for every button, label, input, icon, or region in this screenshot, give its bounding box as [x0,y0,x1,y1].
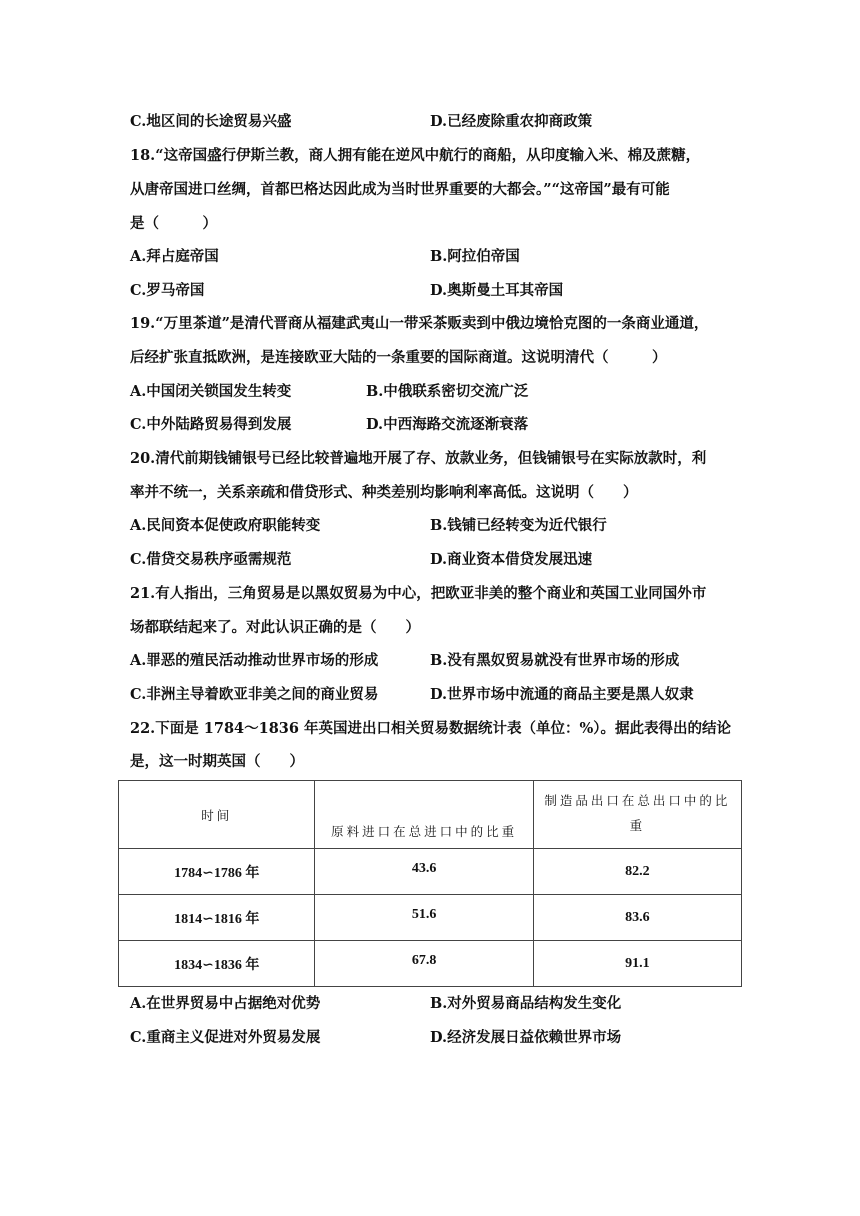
row-import-value: 67.8 [315,941,533,987]
q20-option-c: C.借贷交易秩序亟需规范 [130,551,292,568]
q22-option-d: D.经济发展日益依赖世界市场 [430,1029,622,1046]
row-period: 1814∽1816 年 [119,895,315,941]
q21-stem-line-2: 场都联结起来了。对此认识正确的是（ ） [130,619,420,636]
header-import-label: 原料进口在总进口中的比重 [331,824,518,839]
header-time [119,781,315,849]
header-export-ratio [533,781,741,849]
q19-stem-line-2: 后经扩张直抵欧洲，是连接欧亚大陆的一条重要的国际商道。这说明清代（ ） [130,349,667,366]
q22-stem-line-1: 22.下面是 1784～1836 年英国进出口相关贸易数据统计表（单位：%）。据此表得出的结论 [130,720,732,737]
q22-option-a: A.在世界贸易中占据绝对优势 [130,995,321,1012]
q20-option-a: A.民间资本促使政府职能转变 [130,517,321,534]
row-period: 1784∽1786 年 [119,849,315,895]
table-header-row [119,781,742,849]
q19-option-d: D.中西海路交流逐渐衰落 [366,416,529,433]
q20-stem-line-2: 率并不统一，关系亲疏和借贷形式、种类差别均影响利率高低。这说明（ ） [130,484,638,501]
q20-option-b: B.钱铺已经转变为近代银行 [430,517,607,534]
q19-stem-line-1: 19.“万里茶道”是清代晋商从福建武夷山一带采茶贩卖到中俄边境恰克图的一条商业通道， [130,315,709,332]
table-row [119,895,742,941]
q19-option-b: B.中俄联系密切交流广泛 [366,383,529,400]
row-period: 1834∽1836 年 [119,941,315,987]
q18-stem-line-1: 18.“这帝国盛行伊斯兰教，商人拥有能在逆风中航行的商船，从印度输入米、棉及蔗糖， [130,147,701,164]
q20-option-d: D.商业资本借贷发展迅速 [430,551,593,568]
table-row [119,849,742,895]
q19-option-a: A.中国闭关锁国发生转变 [130,383,292,400]
q19-option-c: C.中外陆路贸易得到发展 [130,416,292,433]
row-import-value: 43.6 [315,849,533,895]
q21-option-d: D.世界市场中流通的商品主要是黑人奴隶 [430,686,694,703]
q21-stem-line-1: 21.有人指出，三角贸易是以黑奴贸易为中心，把欧亚非美的整个商业和英国工业同国外市 [130,585,707,602]
q20-stem-line-1: 20.清代前期钱铺银号已经比较普遍地开展了存、放款业务，但钱铺银号在实际放款时，利 [130,450,707,467]
trade-data-table [118,780,742,987]
q17-option-d: D.已经废除重农抑商政策 [430,113,593,130]
header-import-ratio [315,781,533,849]
table-row [119,941,742,987]
header-time-label: 时间 [201,807,233,823]
q22-option-c: C.重商主义促进对外贸易发展 [130,1029,321,1046]
row-export-value: 82.2 [533,849,741,895]
q21-option-a: A.罪恶的殖民活动推动世界市场的形成 [130,652,379,669]
row-import-value: 51.6 [315,895,533,941]
row-export-value: 91.1 [533,941,741,987]
header-export-label-line-1: 制造品出口在总出口中的比 [544,792,731,808]
q18-option-d: D.奥斯曼土耳其帝国 [430,282,564,299]
q18-stem-line-3: 是（ ） [130,215,217,232]
q22-option-b: B.对外贸易商品结构发生变化 [430,995,622,1012]
q22-stem-line-2: 是，这一时期英国（ ） [130,753,304,770]
q18-option-a: A.拜占庭帝国 [130,248,219,265]
q21-option-c: C.非洲主导着欧亚非美之间的商业贸易 [130,686,379,703]
q18-option-b: B.阿拉伯帝国 [430,248,520,265]
q21-option-b: B.没有黑奴贸易就没有世界市场的形成 [430,652,680,669]
q18-stem-line-2: 从唐帝国进口丝绸，首都巴格达因此成为当时世界重要的大都会。”“这帝国”最有可能 [130,181,670,198]
q17-option-c: C.地区间的长途贸易兴盛 [130,113,292,130]
q18-option-c: C.罗马帝国 [130,282,205,299]
row-export-value: 83.6 [533,895,741,941]
header-export-label-line-2: 重 [629,817,646,833]
